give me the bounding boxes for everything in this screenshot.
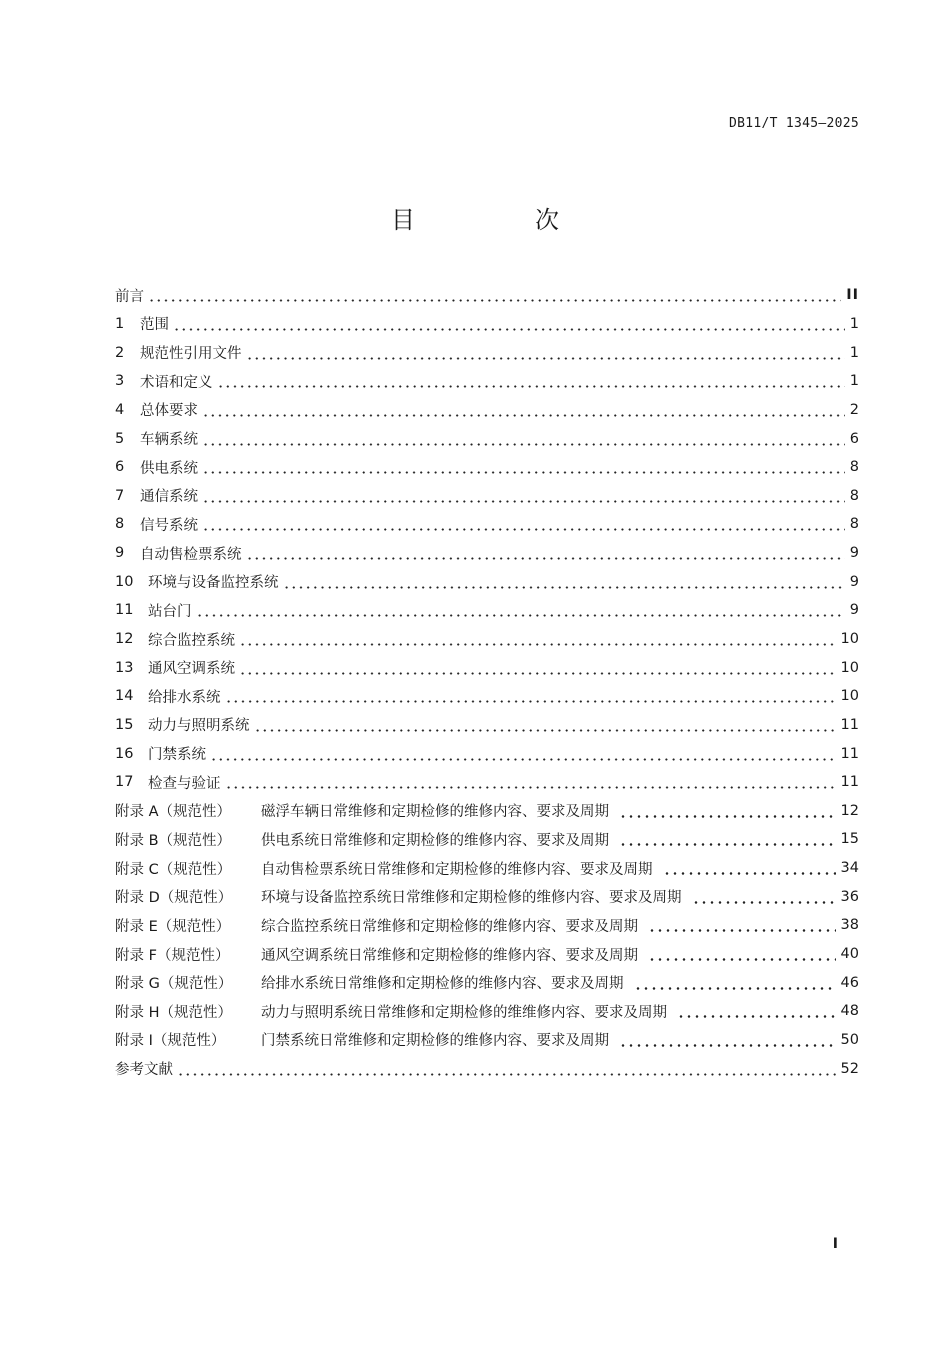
toc-label: 给排水系统 <box>148 689 221 706</box>
section-number: 17 <box>115 774 134 791</box>
appendix-title: 自动售检票系统日常维修和定期检修的维修内容、要求及周期 <box>261 861 653 878</box>
toc-page: 6 <box>849 430 859 447</box>
dot-leader <box>254 717 836 733</box>
toc-page: 8 <box>849 516 859 533</box>
toc-page: 11 <box>840 745 859 762</box>
section-number: 2 <box>115 344 125 361</box>
toc-page: 1 <box>849 373 859 390</box>
toc-entry-section[interactable] <box>115 424 859 453</box>
dot-leader <box>148 287 841 303</box>
toc-label: 参考文献 <box>115 1062 173 1079</box>
toc-label: 术语和定义 <box>140 374 213 391</box>
toc-entry-section[interactable] <box>115 510 859 539</box>
toc-page: 52 <box>840 1060 859 1077</box>
dot-leader <box>663 860 836 876</box>
section-number: 3 <box>115 373 125 390</box>
toc-label: 规范性引用文件 <box>140 346 242 363</box>
dot-leader <box>210 746 836 762</box>
toc-label: 门禁系统 <box>148 747 206 764</box>
toc-entry-section[interactable] <box>115 739 859 768</box>
section-number: 4 <box>115 401 125 418</box>
toc-page: 9 <box>849 545 859 562</box>
toc-entry-section[interactable] <box>115 711 859 740</box>
toc-page: 40 <box>840 946 859 963</box>
appendix-title: 综合监控系统日常维修和定期检修的维修内容、要求及周期 <box>261 918 638 935</box>
dot-leader <box>202 459 845 475</box>
toc-page: 1 <box>849 344 859 361</box>
toc-entry-section[interactable] <box>115 367 859 396</box>
toc-entry-section[interactable] <box>115 596 859 625</box>
appendix-label: 附录 I（规范性） <box>115 1033 226 1050</box>
section-number: 9 <box>115 545 125 562</box>
toc-entry-section[interactable] <box>115 653 859 682</box>
toc-entry-section[interactable] <box>115 567 859 596</box>
appendix-label: 附录 D（规范性） <box>115 890 233 907</box>
toc-entry-appendix[interactable] <box>115 825 859 854</box>
toc-entry-appendix[interactable] <box>115 997 859 1026</box>
dot-leader <box>217 373 845 389</box>
dot-leader <box>239 660 836 676</box>
dot-leader <box>619 1032 836 1048</box>
toc-label: 范围 <box>140 317 169 334</box>
appendix-label: 附录 H（规范性） <box>115 1004 233 1021</box>
appendix-label: 附录 B（规范性） <box>115 832 232 849</box>
toc-entry-appendix[interactable] <box>115 911 859 940</box>
section-number: 1 <box>115 315 125 332</box>
toc-entry-appendix[interactable] <box>115 882 859 911</box>
toc-page: 10 <box>840 659 859 676</box>
table-of-contents <box>115 281 859 1083</box>
page-title: 目 次 <box>391 206 607 234</box>
toc-page: 11 <box>840 774 859 791</box>
toc-label: 总体要求 <box>140 403 198 420</box>
toc-label: 车辆系统 <box>140 432 198 449</box>
dot-leader <box>225 774 836 790</box>
toc-page: 9 <box>849 602 859 619</box>
dot-leader <box>648 917 836 933</box>
appendix-title: 门禁系统日常维修和定期检修的维修内容、要求及周期 <box>261 1033 609 1050</box>
page-number: I <box>832 1236 838 1252</box>
appendix-title: 供电系统日常维修和定期检修的维修内容、要求及周期 <box>261 832 609 849</box>
toc-entry-section[interactable] <box>115 310 859 339</box>
dot-leader <box>173 316 845 332</box>
toc-page: 46 <box>840 974 859 991</box>
appendix-title: 磁浮车辆日常维修和定期检修的维修内容、要求及周期 <box>261 804 609 821</box>
dot-leader <box>202 431 845 447</box>
appendix-label: 附录 C（规范性） <box>115 861 232 878</box>
appendix-label: 附录 G（规范性） <box>115 976 233 993</box>
dot-leader <box>677 1003 836 1019</box>
appendix-label: 附录 E（规范性） <box>115 918 231 935</box>
dot-leader <box>202 488 845 504</box>
toc-page: 8 <box>849 487 859 504</box>
toc-label: 环境与设备监控系统 <box>148 575 279 592</box>
toc-label: 检查与验证 <box>148 775 221 792</box>
section-number: 12 <box>115 631 134 647</box>
toc-label: 信号系统 <box>140 517 198 534</box>
section-number: 14 <box>115 688 134 705</box>
toc-entry-section[interactable] <box>115 453 859 482</box>
dot-leader <box>246 545 845 561</box>
dot-leader <box>648 946 836 962</box>
section-number: 5 <box>115 430 125 447</box>
appendix-title: 给排水系统日常维修和定期检修的维修内容、要求及周期 <box>261 976 624 993</box>
toc-label: 通信系统 <box>140 489 198 506</box>
toc-page: 1 <box>849 315 859 332</box>
dot-leader <box>239 631 836 647</box>
dot-leader <box>196 602 845 618</box>
toc-page: 9 <box>849 573 859 590</box>
toc-page: 50 <box>840 1031 859 1048</box>
dot-leader <box>177 1061 836 1077</box>
toc-label: 前言 <box>115 288 144 305</box>
appendix-title: 通风空调系统日常维修和定期检修的维修内容、要求及周期 <box>261 947 638 964</box>
section-number: 15 <box>115 716 134 733</box>
toc-entry-appendix[interactable] <box>115 797 859 826</box>
dot-leader <box>202 516 845 532</box>
toc-label: 动力与照明系统 <box>148 718 250 735</box>
toc-page: 36 <box>840 888 859 905</box>
dot-leader <box>619 831 836 847</box>
dot-leader <box>225 688 836 704</box>
dot-leader <box>634 975 836 991</box>
toc-page: 15 <box>840 831 859 848</box>
toc-page: 48 <box>840 1003 859 1020</box>
toc-label: 通风空调系统 <box>148 661 235 678</box>
toc-entry-appendix[interactable] <box>115 940 859 969</box>
toc-page: 34 <box>840 860 859 877</box>
section-number: 10 <box>115 573 134 590</box>
toc-entry-section[interactable] <box>115 396 859 425</box>
toc-entry-section[interactable] <box>115 768 859 797</box>
appendix-label: 附录 A（规范性） <box>115 804 232 821</box>
dot-leader <box>692 889 836 905</box>
appendix-title: 动力与照明系统日常维修和定期检修的维维修内容、要求及周期 <box>261 1004 667 1021</box>
dot-leader <box>619 803 836 819</box>
section-number: 11 <box>115 602 134 619</box>
toc-label: 自动售检票系统 <box>140 546 242 563</box>
toc-page: 2 <box>849 401 859 418</box>
dot-leader <box>283 574 845 590</box>
toc-page: 8 <box>849 459 859 476</box>
toc-page: 10 <box>840 688 859 705</box>
toc-label: 供电系统 <box>140 460 198 477</box>
toc-entry-section[interactable] <box>115 682 859 711</box>
appendix-title: 环境与设备监控系统日常维修和定期检修的维修内容、要求及周期 <box>261 890 682 907</box>
toc-entry-section[interactable] <box>115 539 859 568</box>
toc-page: 38 <box>840 917 859 934</box>
toc-label: 站台门 <box>148 603 192 620</box>
section-number: 8 <box>115 516 125 533</box>
toc-entry-appendix[interactable] <box>115 968 859 997</box>
toc-page: II <box>846 287 859 304</box>
section-number: 13 <box>115 659 134 676</box>
toc-page: 10 <box>840 631 859 647</box>
toc-entry-section[interactable] <box>115 625 859 654</box>
dot-leader <box>246 345 845 361</box>
toc-label: 综合监控系统 <box>148 632 235 649</box>
toc-entry-appendix[interactable] <box>115 1026 859 1055</box>
toc-entry-section[interactable] <box>115 338 859 367</box>
toc-page: 11 <box>840 716 859 733</box>
section-number: 16 <box>115 745 134 762</box>
toc-entry-section[interactable] <box>115 481 859 510</box>
section-number: 7 <box>115 487 125 504</box>
toc-entry-appendix[interactable] <box>115 854 859 883</box>
section-number: 6 <box>115 459 125 476</box>
toc-entry-references[interactable] <box>115 1054 859 1083</box>
toc-entry-preface[interactable] <box>115 281 859 310</box>
appendix-label: 附录 F（规范性） <box>115 947 230 964</box>
dot-leader <box>202 402 845 418</box>
document-code: DB11/T 1345—2025 <box>728 116 859 131</box>
toc-page: 12 <box>840 802 859 819</box>
